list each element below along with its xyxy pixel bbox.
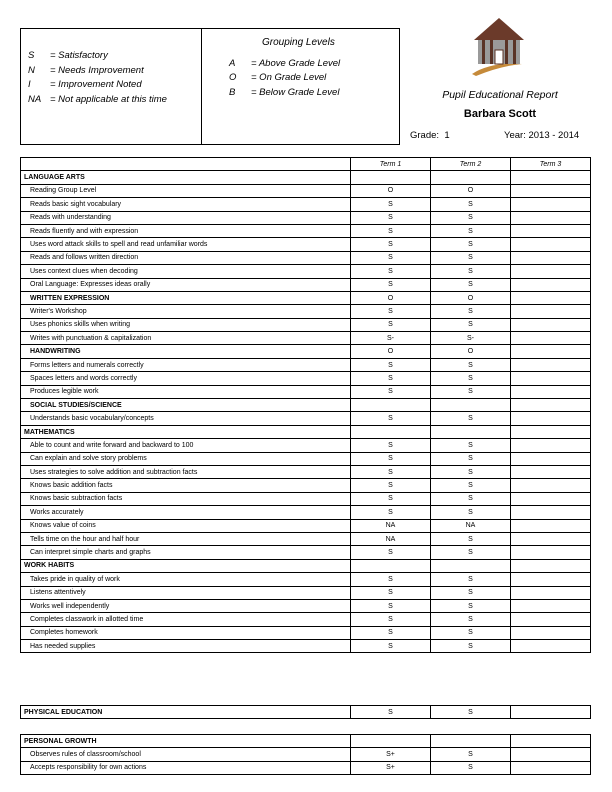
section-term-3	[511, 735, 591, 748]
section-title: LANGUAGE ARTS	[21, 171, 351, 184]
term1-mark: S	[351, 358, 431, 371]
table-row	[21, 305, 591, 318]
skill-label: Reading Group Level	[21, 184, 351, 197]
header-term-3: Term 3	[511, 158, 591, 171]
section-row-language-arts	[21, 171, 591, 184]
section-row-personal-growth	[21, 735, 591, 748]
table-row	[21, 318, 591, 331]
skill-label: Reads fluently and with expression	[21, 224, 351, 237]
pe-term2: S	[431, 706, 511, 719]
table-row	[21, 465, 591, 478]
pe-term1: S	[351, 706, 431, 719]
term2-mark: S	[431, 358, 511, 371]
skill-label: Observes rules of classroom/school	[21, 748, 351, 761]
term2-mark: S	[431, 546, 511, 559]
term3-mark	[511, 640, 591, 653]
table-row	[21, 506, 591, 519]
skill-label: Reads with understanding	[21, 211, 351, 224]
table-row	[21, 599, 591, 612]
term3-mark	[511, 479, 591, 492]
term2-mark: S	[431, 265, 511, 278]
skill-label: Reads and follows written direction	[21, 251, 351, 264]
skill-label: Uses strategies to solve addition and subtraction facts	[21, 465, 351, 478]
term3-mark	[511, 465, 591, 478]
skill-label: Writer's Workshop	[21, 305, 351, 318]
term1-mark: S	[351, 452, 431, 465]
term1-mark: S	[351, 479, 431, 492]
term1-mark: S	[351, 412, 431, 425]
legend-box	[20, 28, 400, 145]
section-row-mathematics	[21, 425, 591, 438]
table-row	[21, 492, 591, 505]
term1-mark: S-	[351, 332, 431, 345]
term3-mark	[511, 224, 591, 237]
term2-mark: S	[431, 492, 511, 505]
term3-mark	[511, 573, 591, 586]
term1-mark: S	[351, 626, 431, 639]
subsection-label: WRITTEN EXPRESSION	[21, 291, 351, 304]
legend-row-satisfactory: S = Satisfactory	[28, 50, 108, 61]
term3-mark	[511, 332, 591, 345]
grade-info: Grade: 1	[410, 130, 450, 141]
term2-mark: S	[431, 626, 511, 639]
term1-mark: S	[351, 318, 431, 331]
term1-mark	[351, 399, 431, 412]
term3-mark	[511, 399, 591, 412]
term3-mark	[511, 532, 591, 545]
term3-mark	[511, 358, 591, 371]
skill-label: Uses phonics skills when writing	[21, 318, 351, 331]
term1-mark: S+	[351, 748, 431, 761]
table-row	[21, 748, 591, 761]
table-row	[21, 761, 591, 774]
grouping-row-on: O = On Grade Level	[229, 72, 327, 83]
term1-mark: S	[351, 506, 431, 519]
grouping-title: Grouping Levels	[262, 37, 335, 48]
term2-mark: O	[431, 184, 511, 197]
table-row	[21, 626, 591, 639]
table-row	[21, 546, 591, 559]
term2-mark: S	[431, 238, 511, 251]
term1-mark: S	[351, 439, 431, 452]
term3-mark	[511, 599, 591, 612]
section-title: PERSONAL GROWTH	[21, 735, 351, 748]
term1-mark: S	[351, 599, 431, 612]
section-row-work-habits	[21, 559, 591, 572]
skill-label: Tells time on the hour and half hour	[21, 532, 351, 545]
pe-term3	[511, 706, 591, 719]
term1-mark: S+	[351, 761, 431, 774]
term3-mark	[511, 626, 591, 639]
table-header-row	[21, 158, 591, 171]
header-blank	[21, 158, 351, 171]
table-row	[21, 479, 591, 492]
term2-mark: S	[431, 198, 511, 211]
term2-mark: S	[431, 224, 511, 237]
term1-mark: S	[351, 251, 431, 264]
term2-mark	[431, 399, 511, 412]
table-row	[21, 613, 591, 626]
term3-mark	[511, 265, 591, 278]
term1-mark: S	[351, 385, 431, 398]
term2-mark: S	[431, 613, 511, 626]
table-row	[21, 238, 591, 251]
table-row	[21, 586, 591, 599]
table-row	[21, 184, 591, 197]
skill-label: Writes with punctuation & capitalization	[21, 332, 351, 345]
table-row	[21, 439, 591, 452]
term1-mark: NA	[351, 519, 431, 532]
term3-mark	[511, 385, 591, 398]
header-term-1: Term 1	[351, 158, 431, 171]
term2-mark: S	[431, 479, 511, 492]
term2-mark: S	[431, 599, 511, 612]
year-info: Year: 2013 - 2014	[504, 130, 580, 141]
table-row	[21, 345, 591, 358]
physical-education-table	[20, 705, 591, 719]
skill-label: Listens attentively	[21, 586, 351, 599]
term1-mark: S	[351, 198, 431, 211]
table-row	[21, 291, 591, 304]
table-row	[21, 358, 591, 371]
table-row	[21, 573, 591, 586]
term2-mark: S-	[431, 332, 511, 345]
table-row	[21, 211, 591, 224]
term3-mark	[511, 372, 591, 385]
term2-mark: S	[431, 573, 511, 586]
term2-mark: S	[431, 439, 511, 452]
section-term-1	[351, 735, 431, 748]
term1-mark: O	[351, 345, 431, 358]
section-term-2	[431, 171, 511, 184]
term2-mark: NA	[431, 519, 511, 532]
section-term-2	[431, 425, 511, 438]
skill-label: Can explain and solve story problems	[21, 452, 351, 465]
skill-label: Forms letters and numerals correctly	[21, 358, 351, 371]
term1-mark: S	[351, 278, 431, 291]
term3-mark	[511, 278, 591, 291]
term2-mark: S	[431, 251, 511, 264]
term3-mark	[511, 748, 591, 761]
table-row	[21, 532, 591, 545]
section-title: MATHEMATICS	[21, 425, 351, 438]
term2-mark: S	[431, 748, 511, 761]
term3-mark	[511, 519, 591, 532]
skill-label: Knows basic addition facts	[21, 479, 351, 492]
skill-label: Can interpret simple charts and graphs	[21, 546, 351, 559]
term2-mark: S	[431, 372, 511, 385]
term1-mark: O	[351, 291, 431, 304]
skill-label: Understands basic vocabulary/concepts	[21, 412, 351, 425]
skill-label: Uses context clues when decoding	[21, 265, 351, 278]
term2-mark: S	[431, 532, 511, 545]
term2-mark: S	[431, 586, 511, 599]
table-row	[21, 265, 591, 278]
term3-mark	[511, 345, 591, 358]
table-row	[21, 399, 591, 412]
skill-label: Takes pride in quality of work	[21, 573, 351, 586]
term1-mark: S	[351, 586, 431, 599]
section-term-3	[511, 425, 591, 438]
term3-mark	[511, 546, 591, 559]
term1-mark: S	[351, 372, 431, 385]
term3-mark	[511, 238, 591, 251]
grades-table	[20, 157, 591, 653]
skill-label: Works accurately	[21, 506, 351, 519]
term1-mark: S	[351, 305, 431, 318]
table-row	[21, 640, 591, 653]
term2-mark: O	[431, 291, 511, 304]
personal-growth-table	[20, 734, 591, 775]
term1-mark: S	[351, 465, 431, 478]
term2-mark: S	[431, 506, 511, 519]
table-row	[21, 332, 591, 345]
term1-mark: S	[351, 238, 431, 251]
pe-row	[21, 706, 591, 719]
skill-label: Knows value of coins	[21, 519, 351, 532]
term2-mark: S	[431, 385, 511, 398]
legend-row-needs-improvement: N = Needs Improvement	[28, 64, 144, 76]
term2-mark: O	[431, 345, 511, 358]
header-term-2: Term 2	[431, 158, 511, 171]
section-term-1	[351, 171, 431, 184]
table-row	[21, 251, 591, 264]
term3-mark	[511, 506, 591, 519]
skill-label: Spaces letters and words correctly	[21, 372, 351, 385]
term3-mark	[511, 184, 591, 197]
term3-mark	[511, 305, 591, 318]
table-row	[21, 198, 591, 211]
section-term-1	[351, 425, 431, 438]
term1-mark: S	[351, 492, 431, 505]
table-row	[21, 278, 591, 291]
term1-mark: S	[351, 613, 431, 626]
term2-mark: S	[431, 640, 511, 653]
term2-mark: S	[431, 278, 511, 291]
skill-label: Produces legible work	[21, 385, 351, 398]
table-row	[21, 224, 591, 237]
legend-row-improvement-noted: I = Improvement Noted	[28, 79, 142, 90]
term3-mark	[511, 211, 591, 224]
term3-mark	[511, 251, 591, 264]
term1-mark: S	[351, 573, 431, 586]
term3-mark	[511, 452, 591, 465]
pe-label: PHYSICAL EDUCATION	[21, 706, 351, 719]
skill-label: Knows basic subtraction facts	[21, 492, 351, 505]
term3-mark	[511, 492, 591, 505]
term2-mark: S	[431, 761, 511, 774]
term1-mark: S	[351, 546, 431, 559]
term3-mark	[511, 291, 591, 304]
table-row	[21, 385, 591, 398]
term3-mark	[511, 439, 591, 452]
skill-label: Completes classwork in allotted time	[21, 613, 351, 626]
term3-mark	[511, 586, 591, 599]
term3-mark	[511, 198, 591, 211]
table-row	[21, 452, 591, 465]
legend-row-not-applicable: NA = Not applicable at this time	[28, 93, 167, 105]
skill-label: Reads basic sight vocabulary	[21, 198, 351, 211]
legend-divider	[201, 29, 202, 144]
section-term-2	[431, 559, 511, 572]
table-row	[21, 372, 591, 385]
report-title: Pupil Educational Report	[442, 89, 558, 101]
section-term-1	[351, 559, 431, 572]
skill-label: Oral Language: Expresses ideas orally	[21, 278, 351, 291]
student-name: Barbara Scott	[463, 108, 537, 120]
grouping-legend	[229, 36, 340, 100]
term1-mark: S	[351, 265, 431, 278]
term3-mark	[511, 613, 591, 626]
term2-mark: S	[431, 305, 511, 318]
skill-label: Has needed supplies	[21, 640, 351, 653]
skill-label: Completes homework	[21, 626, 351, 639]
table-row	[21, 519, 591, 532]
term1-mark: S	[351, 640, 431, 653]
subsection-label: HANDWRITING	[21, 345, 351, 358]
section-term-3	[511, 171, 591, 184]
skill-label: Able to count and write forward and backward to 100	[21, 439, 351, 452]
term1-mark: NA	[351, 532, 431, 545]
term2-mark: S	[431, 452, 511, 465]
term1-mark: S	[351, 224, 431, 237]
section-term-3	[511, 559, 591, 572]
term1-mark: S	[351, 211, 431, 224]
grouping-row-above: A = Above Grade Level	[229, 57, 341, 69]
term3-mark	[511, 412, 591, 425]
rating-legend	[28, 49, 167, 107]
skill-label: Works well independently	[21, 599, 351, 612]
skill-label: Accepts responsibility for own actions	[21, 761, 351, 774]
term2-mark: S	[431, 318, 511, 331]
subsection-label: SOCIAL STUDIES/SCIENCE	[21, 399, 351, 412]
term2-mark: S	[431, 211, 511, 224]
section-term-2	[431, 735, 511, 748]
table-row	[21, 412, 591, 425]
section-title: WORK HABITS	[21, 559, 351, 572]
schoolhouse-logo	[470, 16, 528, 78]
term2-mark: S	[431, 465, 511, 478]
skill-label: Uses word attack skills to spell and read unfamiliar words	[21, 238, 351, 251]
term1-mark: O	[351, 184, 431, 197]
term2-mark: S	[431, 412, 511, 425]
term3-mark	[511, 318, 591, 331]
grouping-row-below: B = Below Grade Level	[229, 86, 340, 98]
term3-mark	[511, 761, 591, 774]
